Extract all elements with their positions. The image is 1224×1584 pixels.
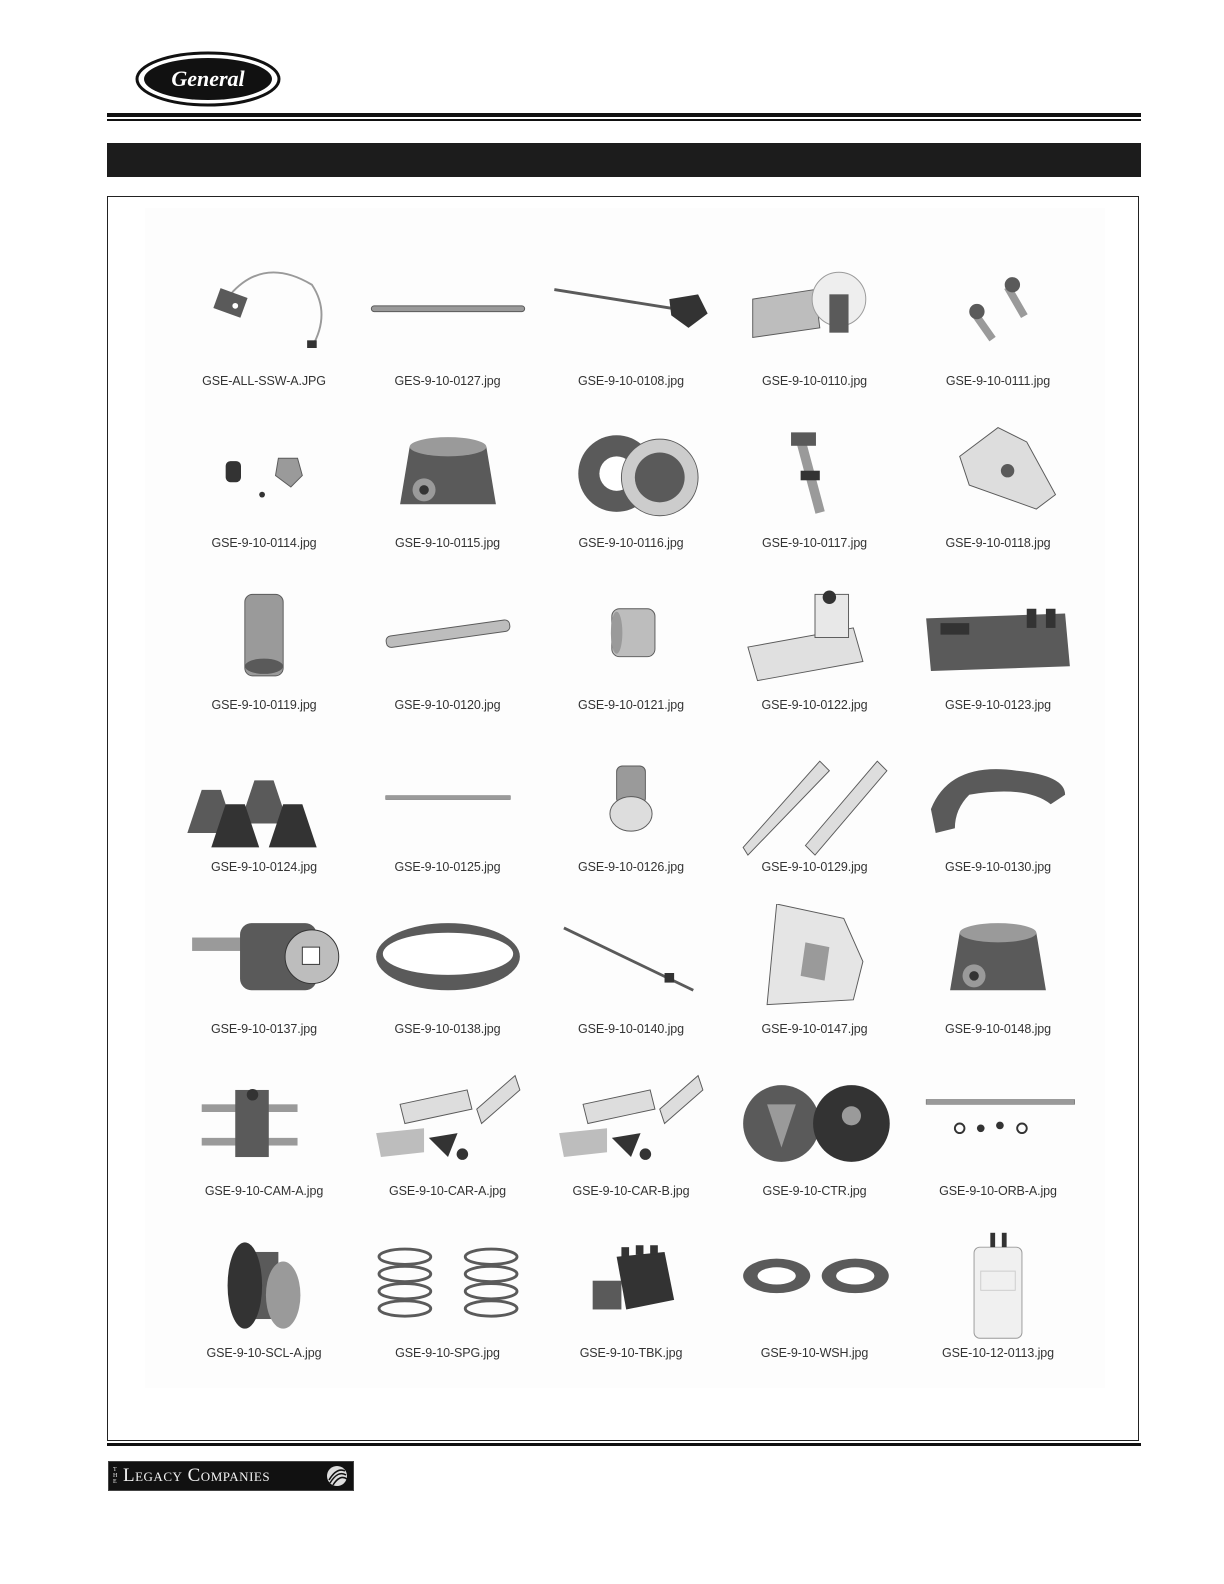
part-item [356,574,540,736]
part-item [539,250,723,412]
part-filename: GSE-9-10-0148.jpg [944,1022,1051,1036]
part-filename: GSE-9-10-CAR-B.jpg [572,1184,690,1198]
part-item [906,574,1090,736]
guard-icon [735,904,895,1019]
part-filename: GSE-9-10-0120.jpg [394,698,501,712]
part-filename: GSE-9-10-0119.jpg [211,698,317,712]
part-item [356,1060,540,1222]
part-item [723,898,907,1060]
part-filename: GSE-9-10-0126.jpg [577,860,684,874]
part-item [906,250,1090,412]
part-item [539,898,723,1060]
legacy-swirl-icon [325,1465,349,1487]
carriage-parts-icon [368,1066,528,1181]
button-icon [551,742,711,857]
logo-text: General [171,66,245,91]
part-item [172,898,356,1060]
washers-icon [735,1228,895,1343]
carriage-parts-icon [551,1066,711,1181]
plate-bracket-icon [918,418,1078,533]
part-filename: GSE-9-10-0117.jpg [761,536,868,550]
part-filename: GSE-9-10-CAR-A.jpg [389,1184,506,1198]
rings-icon [551,418,711,533]
knob-rod-icon [551,256,711,371]
cylinder-icon [184,580,344,695]
part-item [172,1222,356,1384]
part-filename: GSE-9-10-0147.jpg [761,1022,868,1036]
part-filename: GSE-9-10-0123.jpg [944,698,1051,712]
rod-icon [368,256,528,371]
part-filename: GSE-9-10-0140.jpg [577,1022,684,1036]
part-filename: GSE-9-10-0110.jpg [761,374,868,388]
legacy-the: THE [113,1467,118,1485]
capacitor-icon [918,1228,1078,1343]
springs-icon [368,1228,528,1343]
discs-icon [735,1066,895,1181]
part-filename: GSE-9-10-0116.jpg [578,536,684,550]
section-title-bar [107,143,1141,177]
part-item [723,250,907,412]
part-item [539,412,723,574]
part-filename: GSE-9-10-CTR.jpg [762,1184,867,1198]
circuit-board-icon [918,580,1078,695]
part-filename: GSE-9-10-CAM-A.jpg [204,1184,324,1198]
thin-rod-icon [368,742,528,857]
bracket-pulley-icon [735,256,895,371]
belt-icon [368,904,528,1019]
part-item [906,736,1090,898]
legacy-brand: Legacy Companies [123,1465,271,1486]
part-item [723,574,907,736]
roller-icon [184,1228,344,1343]
legacy-companies-logo [108,1461,354,1491]
part-item [906,1222,1090,1384]
part-filename: GSE-9-10-0130.jpg [944,860,1051,874]
part-item [723,1222,907,1384]
feet-icon [184,742,344,857]
blades-icon [735,742,895,857]
carriage-icon [735,580,895,695]
part-filename: GSE-9-10-SCL-A.jpg [206,1346,322,1360]
part-filename: GSE-9-10-0111.jpg [945,374,1051,388]
part-item [539,574,723,736]
part-item [723,412,907,574]
bushing-icon [551,580,711,695]
part-filename: GSE-9-10-0108.jpg [577,374,684,388]
part-filename: GES-9-10-0127.jpg [394,374,501,388]
general-logo [135,51,281,107]
part-item [906,898,1090,1060]
part-filename: GSE-9-10-0129.jpg [761,860,868,874]
part-filename: GSE-9-10-0121.jpg [577,698,684,712]
part-filename: GSE-9-10-ORB-A.jpg [939,1184,1057,1198]
bolt-assembly-icon [735,418,895,533]
long-bolt-icon [551,904,711,1019]
part-item [172,250,356,412]
part-item [723,736,907,898]
part-item [539,1222,723,1384]
switch-wire-icon [184,256,344,371]
shaft-icon [368,580,528,695]
part-item [906,412,1090,574]
part-item [356,736,540,898]
part-item [172,412,356,574]
small-knobs-icon [184,418,344,533]
part-filename: GSE-9-10-0118.jpg [945,536,1051,550]
part-item [356,1222,540,1384]
part-item [539,1060,723,1222]
part-filename: GSE-9-10-TBK.jpg [579,1346,683,1360]
part-item [172,736,356,898]
header-rule [107,113,1141,117]
part-filename: GSE-9-10-0138.jpg [394,1022,501,1036]
rod-kit-icon [918,1066,1078,1181]
cone-icon [368,418,528,533]
footer-rule [107,1443,1141,1446]
motor-shaft-icon [184,904,344,1019]
header-rule-thin [107,119,1141,121]
part-item [172,1060,356,1222]
handle-icon [918,742,1078,857]
gear-knob-icon [551,1228,711,1343]
part-item [723,1060,907,1222]
part-filename: GSE-9-10-0114.jpg [211,536,317,550]
part-filename: GSE-9-10-SPG.jpg [395,1346,500,1360]
part-filename: GSE-ALL-SSW-A.JPG [202,374,326,388]
part-filename: GSE-9-10-0137.jpg [210,1022,317,1036]
part-item [356,412,540,574]
part-filename: GSE-10-12-0113.jpg [942,1346,1054,1360]
part-item [172,574,356,736]
bolts-icon [918,256,1078,371]
part-item [539,736,723,898]
part-filename: GSE-9-10-0115.jpg [394,536,501,550]
part-filename: GSE-9-10-0124.jpg [210,860,317,874]
part-filename: GSE-9-10-0125.jpg [394,860,501,874]
part-item [906,1060,1090,1222]
cone-icon [918,904,1078,1019]
part-filename: GSE-9-10-0122.jpg [761,698,868,712]
part-filename: GSE-9-10-WSH.jpg [760,1346,869,1360]
cam-icon [184,1066,344,1181]
part-item [356,898,540,1060]
part-item [356,250,540,412]
